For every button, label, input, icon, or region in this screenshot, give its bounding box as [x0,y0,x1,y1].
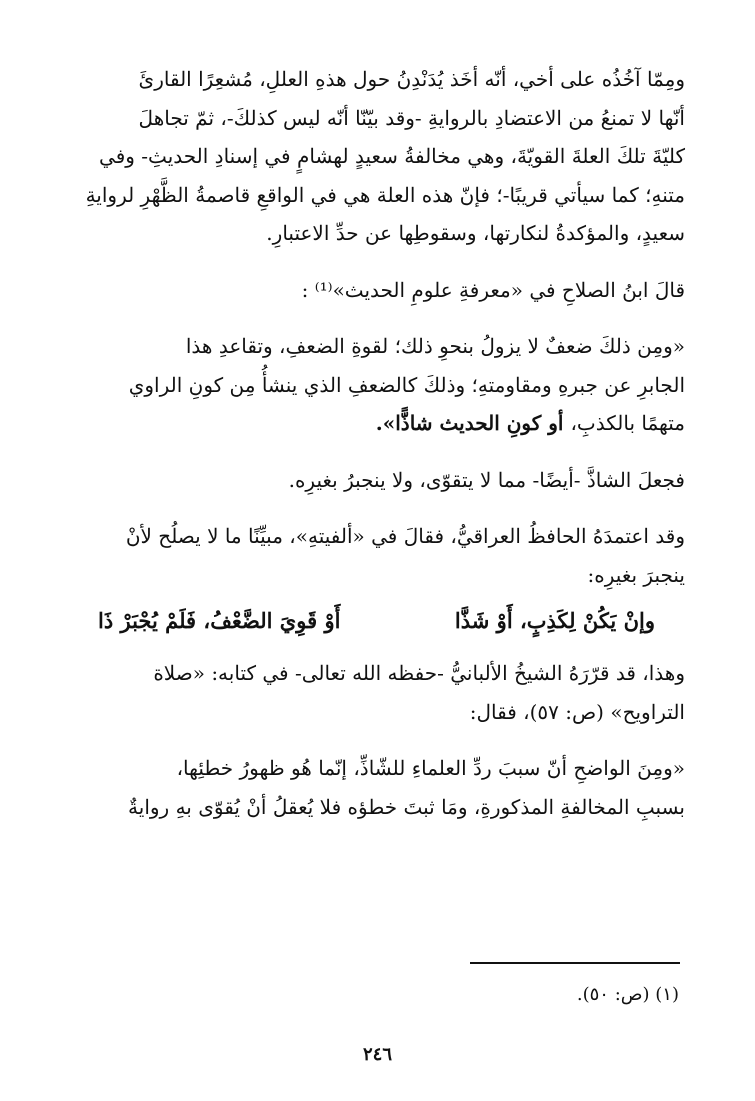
text-line: «ومِنَ الواضحِ أنّ سببَ ردِّ العلماءِ للشّاذِّ، إنّما هُو ظهورُ خطئِها، [176,756,685,780]
footnote-divider [470,962,680,964]
text-line: بسببِ المخالفةِ المذكورةِ، ومَا ثبتَ خطؤه فلا يُعقلُ أنْ يُقوّى بهِ روايةٌ [128,794,685,819]
text-line: كليّةَ تلكَ العلةَ القويّةَ، وهي مخالفةُ سعيدٍ لهشامٍ في إسنادِ الحديثِ- وفي [99,144,685,168]
text-line: ومِمّا آخُذُه على أخي، أنّه أخَذ يُدَنْدِنُ حول هذهِ العللِ، مُشعِرًا القارئَ [138,67,685,91]
paragraph-1 [68,60,685,253]
text-line: ينجبرَ بغيرِه: [587,562,685,587]
text-line-start: متهمًا بالكذبِ، [570,411,685,435]
text-line: الجابرِ عن جبرهِ ومقاومتهِ؛ وذلكَ كالضعفِ الذي ينشأُ مِن كونِ الراوي [128,372,685,397]
verse-first-hemistich: وإنْ يَكُنْ لِكَذِبٍ، أَوْ شَذَّا [454,608,655,633]
paragraph-2 [68,271,685,310]
text-line [68,404,685,443]
text-line: فجعلَ الشاذَّ -أيضًا- مما لا يتقوّى، ولا ينجبرُ بغيرِه. [288,467,685,492]
poem-verse [98,602,655,640]
text-line: قالَ ابنُ الصلاحِ في «معرفةِ علومِ الحديث»⁽¹⁾ : [301,277,685,302]
verse-second-hemistich: أَوْ قَوِيَ الضَّعْفُ، فَلَمْ يُجْبَرْ ذَا [98,608,341,633]
paragraph-3-quote [68,327,685,443]
text-line: وهذا، قد قرّرَهُ الشيخُ الألبانيُّ -حفظه الله تعالى- في كتابه: «صلاة [153,661,685,685]
paragraph-4 [68,461,685,500]
bold-phrase: أو كونِ الحديث شاذًّا». [375,411,571,435]
page-number: ٢٤٦ [362,1044,392,1065]
text-line: التراويح» (ص: ٥٧)، فقال: [469,699,685,724]
paragraph-7-quote [68,749,685,826]
footnote: (١) (ص: ٥٠). [576,984,679,1005]
main-text [68,60,685,844]
text-line: أنّها لا تمنعُ من الاعتضادِ بالروايةِ -وقد بيّنّا أنّه ليس كذلكَ-، ثمّ تجاهلَ [138,105,685,130]
paragraph-5 [68,517,685,594]
text-line: متنهِ؛ كما سيأتي قريبًا-؛ فإنّ هذه العلة هي في الواقعِ قاصمةُ الظَّهْرِ لروايةِ [85,182,685,207]
text-line: سعيدٍ، والمؤكدةُ لنكارتها، وسقوطِها عن حدِّ الاعتبارِ. [266,221,685,245]
paragraph-6 [68,654,685,731]
text-line: «ومِن ذلكَ ضعفٌ لا يزولُ بنحوِ ذلك؛ لقوةِ الضعفِ، وتقاعدِ هذا [185,334,685,358]
text-line: وقد اعتمدَهُ الحافظُ العراقيُّ، فقالَ في «ألفيتهِ»، مبيِّنًا ما لا يصلُح لأنْ [125,524,685,548]
